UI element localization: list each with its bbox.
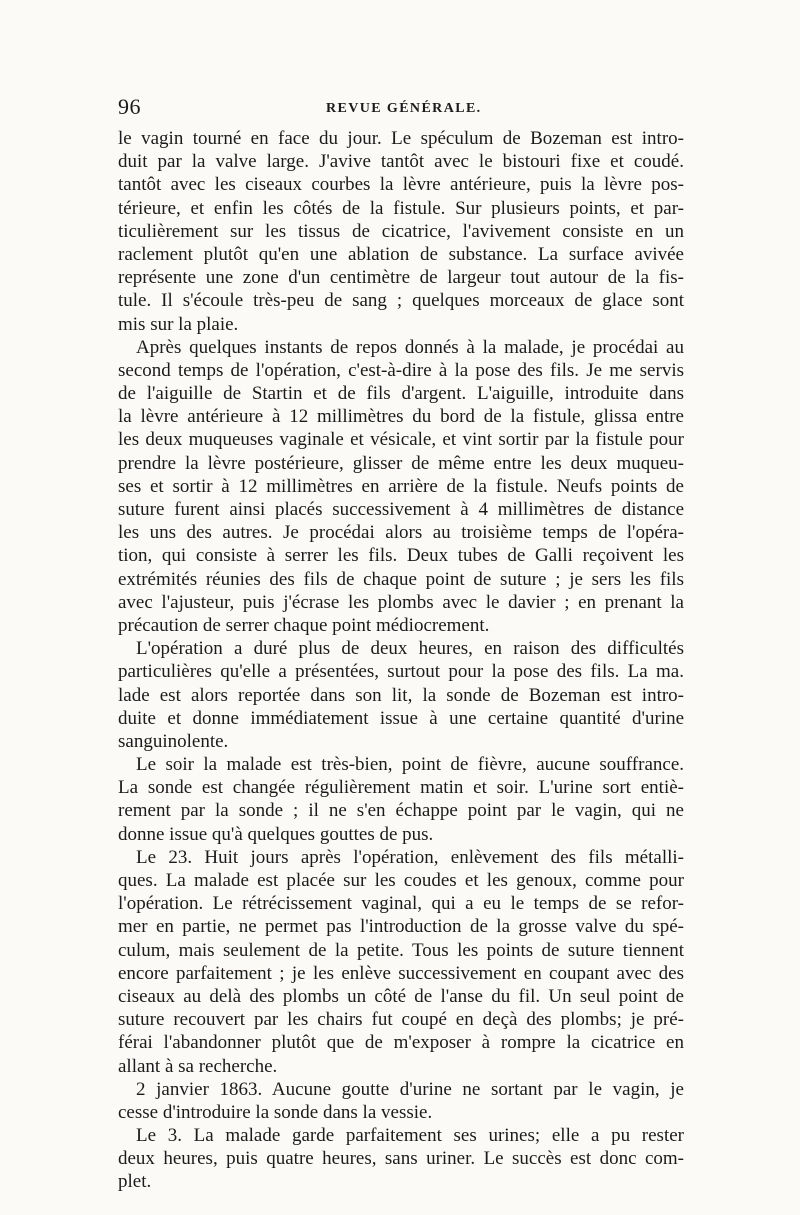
page-number: 96: [118, 94, 141, 119]
text-line: le vagin tourné en face du jour. Le spéculum de Bozeman est intro-: [118, 128, 684, 149]
text-line: duite et donne immédiatement issue à une certaine quantité d'urine: [118, 707, 684, 729]
text-line: sanguinolente.: [118, 730, 229, 752]
text-line: Le soir la malade est très-bien, point de fièvre, aucune souffrance.: [136, 754, 684, 776]
text-line: suture furent ainsi placés successivement à 4 millimètres de distance: [118, 499, 684, 520]
text-line: allant à sa recherche.: [118, 1055, 278, 1077]
text-line: plet.: [118, 1171, 152, 1193]
text-line: culum, mais seulement de la petite. Tous les points de suture tiennent: [118, 939, 684, 961]
text-line: 2 janvier 1863. Aucune goutte d'urine ne sortant par le vagin, je: [136, 1078, 684, 1100]
text-line: les deux muqueuses vaginale et vésicale, et vint sortir par la fistule pour: [118, 429, 684, 451]
text-line: précaution de serrer chaque point médiocrement.: [118, 614, 490, 636]
text-line: ticulièrement sur les tissus de cicatrice, l'avivement consiste en un: [118, 220, 684, 242]
text-line: donne issue qu'à quelques gouttes de pus.: [118, 823, 434, 845]
text-line: raclement plutôt qu'en une ablation de substance. La surface avivée: [118, 243, 684, 265]
text-line: Le 23. Huit jours après l'opération, enlèvement des fils métalli-: [136, 846, 684, 868]
text-line: duit par la valve large. J'avive tantôt avec le bistouri fixe et coudé.: [118, 151, 684, 173]
text-line: mis sur la plaie.: [118, 313, 239, 335]
text-line: les uns des autres. Je procédai alors au troisième temps de l'opéra-: [118, 522, 684, 544]
body-text: [118, 127, 684, 1194]
text-line: tule. Il s'écoule très-peu de sang ; quelques morceaux de glace sont: [118, 290, 684, 312]
text-line: tantôt avec les ciseaux courbes la lèvre antérieure, puis la lèvre pos-: [118, 174, 684, 196]
text-line: la lèvre antérieure à 12 millimètres du bord de la fistule, glissa entre: [118, 406, 684, 428]
text-line: tion, qui consiste à serrer les fils. Deux tubes de Galli reçoivent les: [118, 545, 684, 567]
running-title: REVUE GÉNÉRALE.: [326, 101, 482, 116]
text-line: particulières qu'elle a présentées, surtout pour la pose des fils. La ma.: [118, 661, 684, 683]
text-line: ques. La malade est placée sur les coudes et les genoux, comme pour: [118, 870, 684, 891]
text-line: térieure, et enfin les côtés de la fistule. Sur plusieurs points, et par-: [118, 197, 684, 219]
text-line: prendre la lèvre postérieure, glisser de même entre les deux muqueu-: [118, 452, 684, 474]
text-line: extrémités réunies des fils de chaque point de suture ; je sers les fils: [118, 568, 684, 590]
text-line: de l'aiguille de Startin et de fils d'argent. L'aiguille, introduite dans: [118, 383, 684, 405]
text-line: représente une zone d'un centimètre de largeur tout autour de la fis-: [118, 267, 684, 289]
text-line: suture recouvert par les chairs fut coupé en deçà des plombs; je pré-: [118, 1009, 684, 1031]
text-line: rement par la sonde ; il ne s'en échappe point par le vagin, qui ne: [118, 800, 684, 822]
text-line: cesse d'introduire la sonde dans la vessie.: [118, 1101, 433, 1123]
text-line: Après quelques instants de repos donnés à la malade, je procédai au: [136, 336, 684, 358]
text-line: avec l'ajusteur, puis j'écrase les plombs avec le davier ; en prenant la: [118, 591, 684, 613]
text-line: L'opération a duré plus de deux heures, en raison des difficultés: [136, 638, 684, 660]
text-line: Le 3. La malade garde parfaitement ses urines; elle a pu rester: [136, 1125, 684, 1147]
text-line: encore parfaitement ; je les enlève successivement en coupant avec des: [118, 962, 684, 984]
text-line: ses et sortir à 12 millimètres en arrière de la fistule. Neufs points de: [118, 475, 684, 497]
text-line: second temps de l'opération, c'est-à-dire à la pose des fils. Je me servis: [118, 359, 684, 381]
text-line: mer en partie, ne permet pas l'introduction de la grosse valve du spé-: [118, 916, 684, 938]
running-head: [118, 94, 684, 124]
text-line: deux heures, puis quatre heures, sans uriner. Le succès est donc com-: [118, 1148, 684, 1170]
text-line: ciseaux au delà des plombs un côté de l'anse du fil. Un seul point de: [118, 985, 684, 1007]
text-line: La sonde est changée régulièrement matin et soir. L'urine sort entiè-: [118, 777, 684, 799]
text-line: lade est alors reportée dans son lit, la sonde de Bozeman est intro-: [118, 684, 684, 706]
text-line: férai l'abandonner plutôt que de m'exposer à rompre la cicatrice en: [118, 1032, 684, 1054]
text-line: l'opération. Le rétrécissement vaginal, qui a eu le temps de se refor-: [118, 893, 684, 915]
